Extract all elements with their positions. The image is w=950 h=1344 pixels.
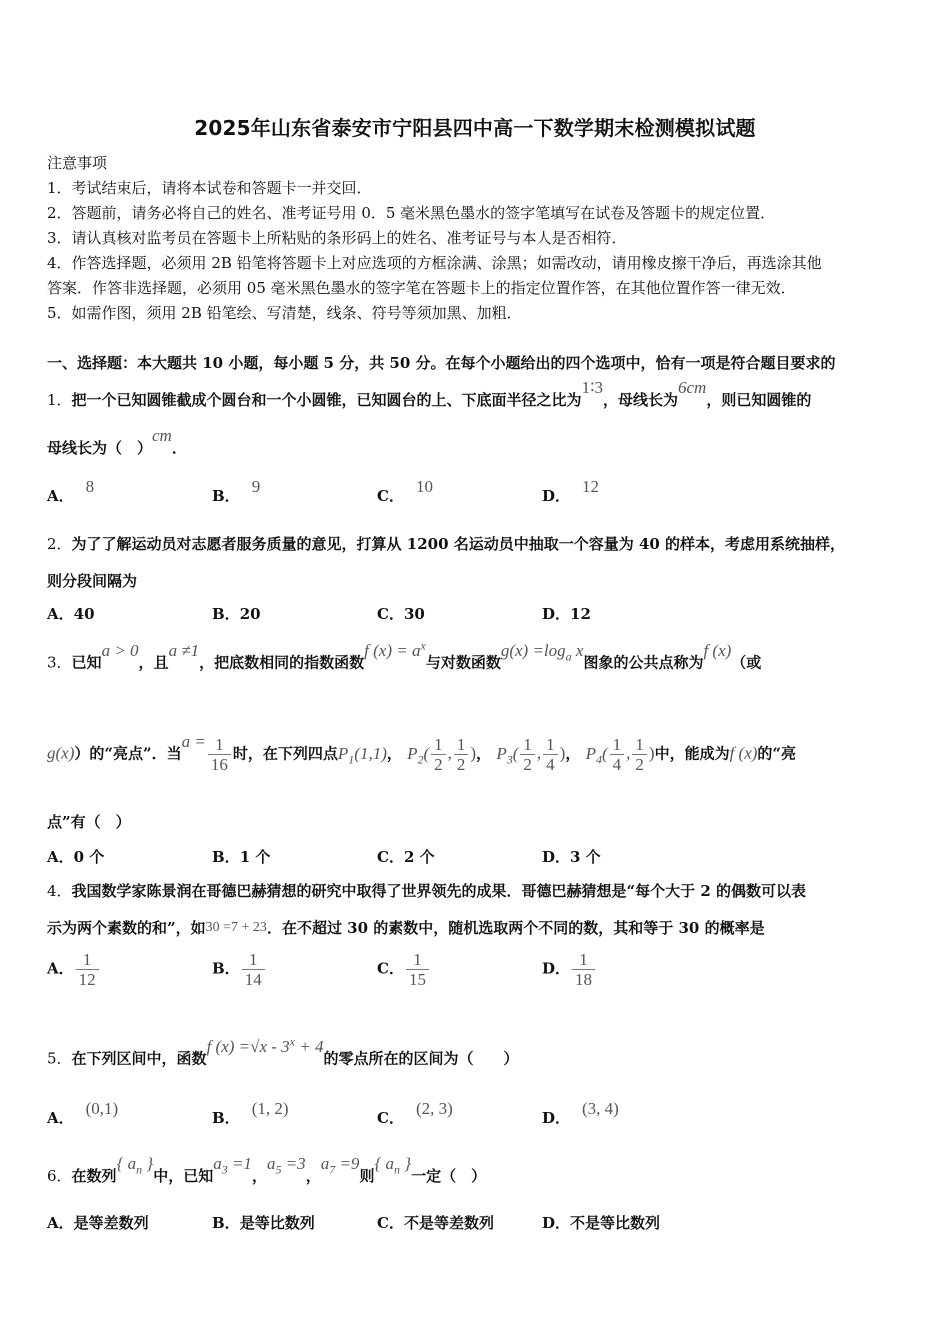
question-2 xyxy=(47,533,845,554)
question-1-cont xyxy=(47,426,187,458)
math-term: $a_5 =3$ xyxy=(266,1154,306,1177)
option-label: B． xyxy=(212,487,240,505)
question-text: ．在不超过 30 的素数中，随机选取两个不同的数，其和等于 30 的概率是 xyxy=(266,919,765,937)
q3-option-d[interactable] xyxy=(542,846,601,867)
point-p3: $P_3$( xyxy=(496,743,519,766)
point-p4: $P_4$( xyxy=(585,743,608,766)
q5-option-a[interactable] xyxy=(47,1099,119,1128)
math-equation: 30 =7 + 23 xyxy=(205,920,267,935)
point-p2: $P_2$( xyxy=(407,743,430,766)
math-fraction: $\frac{1}{2}$ xyxy=(454,735,469,774)
q5-option-c[interactable] xyxy=(377,1099,453,1128)
question-5 xyxy=(47,1034,519,1069)
option-value: 是等比数列 xyxy=(239,1214,315,1232)
question-text: ）的“亮点”．当 xyxy=(74,744,182,763)
option-label: B． xyxy=(212,605,240,623)
option-label: A． xyxy=(47,848,74,866)
separator: ， xyxy=(565,744,581,763)
separator: ， xyxy=(476,744,492,763)
math-term: $a_7 =9$ xyxy=(320,1154,360,1177)
option-label: B． xyxy=(212,1109,240,1127)
question-text: 的零点所在的区间为（ ） xyxy=(323,1049,519,1068)
q6-option-c[interactable] xyxy=(377,1212,494,1233)
question-4-cont xyxy=(47,917,765,938)
notice-item: 1．考试结束后，请将本试卷和答题卡一并交回． xyxy=(47,179,372,197)
math-fraction: $\frac{1}{2}$ xyxy=(632,735,647,774)
option-label: C． xyxy=(377,959,404,978)
math-fraction: $\frac{1}{2}$ xyxy=(431,735,446,774)
question-text: 在下列区间中，函数 xyxy=(71,1049,207,1068)
option-label: D． xyxy=(542,1109,571,1127)
question-text: ． xyxy=(171,439,187,457)
question-text: 中，能成为 xyxy=(654,744,730,763)
notice-item: 3．请认真核对监考员在答题卡上所粘贴的条形码上的姓名、准考证号与本人是否相符． xyxy=(47,229,627,247)
option-value: (0,1) xyxy=(85,1099,119,1118)
option-label: B． xyxy=(212,848,240,866)
option-label: A． xyxy=(47,487,74,505)
option-value: 12 xyxy=(570,605,591,623)
question-text: 中，已知 xyxy=(153,1167,214,1185)
question-text: 母线长为（ ） xyxy=(47,439,153,457)
question-6 xyxy=(47,1154,487,1189)
math-fx: f (x) xyxy=(729,743,758,763)
question-1 xyxy=(47,378,812,410)
option-value: 8 xyxy=(85,477,95,496)
question-3 xyxy=(47,638,762,676)
option-value: 40 xyxy=(73,605,95,623)
math-condition: a > 0 xyxy=(101,640,139,660)
option-value: 3 个 xyxy=(570,848,601,866)
notice-item: 5．如需作图，须用 2B 铅笔绘、写清楚，线条、符号等须加黑、加粗． xyxy=(47,304,522,322)
option-value: 2 个 xyxy=(403,848,435,866)
option-label: C． xyxy=(377,605,404,623)
question-text: 把一个已知圆锥截成个圆台和一个小圆锥，已知圆台的上、下底面半径之比为 xyxy=(71,391,582,409)
q6-option-d[interactable] xyxy=(542,1212,660,1233)
q6-option-b[interactable] xyxy=(212,1212,315,1233)
option-label: B． xyxy=(212,1214,240,1232)
separator: ， xyxy=(305,1167,321,1185)
math-term: $a_3 =1$ xyxy=(213,1154,252,1177)
question-text: 则分段间隔为 xyxy=(47,572,138,590)
question-text: 为了了解运动员对志愿者服务质量的意见，打算从 1200 名运动员中抽取一个容量为 40 的样本，考虑用系统抽样， xyxy=(71,535,846,553)
math-function: f $(x) =√x - 3^x + 4$ xyxy=(206,1034,324,1056)
q6-option-a[interactable] xyxy=(47,1212,149,1233)
q1-option-b[interactable] xyxy=(212,477,261,506)
question-text: ，把底数相同的指数函数 xyxy=(199,653,365,672)
math-ratio: 1∶3 xyxy=(581,378,603,397)
q5-option-b[interactable] xyxy=(212,1099,289,1128)
question-text: 图象的公共点称为 xyxy=(583,653,704,672)
option-value: 不是等比数列 xyxy=(570,1214,661,1232)
question-3-cont: g(x)）的“亮点”．当a = $\frac{1}{16}$ 时，在下列四点$P_1(1,1)$， $P_2$( $\frac{1}{2}$ , $\frac{1}{2}$ )， $P_3$( $\frac{1}{2}$ , $\frac{1}{4}$ )， $P_4$( $\frac{1}{4}$ , $\frac{1}{2}$ )中，能成为f (x)的“亮 xyxy=(47,731,797,774)
option-label: D． xyxy=(542,1214,571,1232)
question-text: ，且 xyxy=(138,653,169,672)
option-value: 9 xyxy=(251,477,261,496)
question-text: 已知 xyxy=(71,653,102,672)
math-fraction: $\frac{1}{2}$ xyxy=(520,735,535,774)
q3-option-c[interactable] xyxy=(377,846,435,867)
math-sequence: { $a_n$ } xyxy=(374,1154,412,1177)
page-title: 2025年山东省泰安市宁阳县四中高一下数学期末检测模拟试题 xyxy=(194,116,756,140)
q2-option-d[interactable] xyxy=(542,603,591,624)
math-fraction: $\frac{1}{16}$ xyxy=(208,735,231,774)
q5-option-d[interactable] xyxy=(542,1099,619,1128)
option-value: 是等差数列 xyxy=(73,1214,149,1232)
notice-item: 答案．作答非选择题，必须用 05 毫米黑色墨水的签字笔在答题卡上的指定位置作答，在其他位置作答一律无效． xyxy=(47,279,796,297)
option-value: (2, 3) xyxy=(415,1099,453,1118)
question-number: 6． xyxy=(47,1167,72,1185)
q4-option-d[interactable] xyxy=(542,950,597,989)
option-value: 0 个 xyxy=(73,848,105,866)
question-number: 2． xyxy=(47,535,72,553)
option-label: C． xyxy=(377,1109,404,1127)
question-text: 一定（ ） xyxy=(411,1167,487,1185)
q1-option-d[interactable] xyxy=(542,477,600,506)
math-sequence: { $a_n$ } xyxy=(116,1154,154,1177)
option-value: 20 xyxy=(239,605,261,623)
option-value: 10 xyxy=(415,477,433,496)
math-fraction: $\frac{1}{4}$ xyxy=(543,735,558,774)
notice-item: 4．作答选择题，必须用 2B 铅笔将答题卡上对应选项的方框涂满、涂黑；如需改动，请用橡皮擦干净后，再选涂其他 xyxy=(47,254,822,272)
math-fraction: $\frac{1}{4}$ xyxy=(610,735,625,774)
notice-item: 2．答题前，请务必将自己的姓名、准考证号用 0．5 毫米黑色墨水的签字笔填写在试卷及答题卡的规定位置． xyxy=(47,204,776,222)
question-text: （或 xyxy=(731,653,762,672)
option-label: A． xyxy=(47,959,74,978)
math-a-eq: a = xyxy=(181,731,206,751)
question-number: 3． xyxy=(47,653,72,672)
option-value: 30 xyxy=(403,605,425,623)
q1-option-a[interactable] xyxy=(47,477,95,506)
option-value: 1 个 xyxy=(239,848,271,866)
question-number: 1． xyxy=(47,391,72,409)
point-p1: $P_1(1,1)$ xyxy=(337,743,387,766)
question-text: 点”有（ ） xyxy=(47,813,131,831)
q2-option-c[interactable] xyxy=(377,603,425,624)
math-condition: a ≠1 xyxy=(168,640,200,660)
question-number: 4． xyxy=(47,882,72,900)
question-text: 时，在下列四点 xyxy=(232,744,338,763)
question-text: 则 xyxy=(359,1167,375,1185)
option-value: (3, 4) xyxy=(582,1099,619,1118)
option-fraction: $\frac{1}{14}$ xyxy=(242,950,265,989)
question-2-cont xyxy=(47,570,137,591)
option-label: A． xyxy=(47,1214,74,1232)
option-value: 12 xyxy=(582,477,600,496)
option-label: C． xyxy=(377,848,404,866)
option-label: D． xyxy=(542,605,571,623)
question-text: 的“亮 xyxy=(757,744,797,763)
question-text: 与对数函数 xyxy=(425,653,501,672)
math-length: 6cm xyxy=(678,378,707,397)
question-text: ，则已知圆锥的 xyxy=(706,391,812,409)
separator: ， xyxy=(251,1167,267,1185)
option-label: B． xyxy=(212,959,240,978)
question-4 xyxy=(47,880,806,901)
q3-option-a[interactable] xyxy=(47,846,104,867)
option-label: D． xyxy=(542,959,571,978)
option-label: A． xyxy=(47,605,74,623)
option-label: D． xyxy=(542,848,571,866)
option-value: (1, 2) xyxy=(251,1099,289,1118)
option-fraction: $\frac{1}{18}$ xyxy=(572,950,595,989)
question-text: 示为两个素数的和”，如 xyxy=(47,919,206,937)
notice-heading: 注意事项 xyxy=(47,154,108,172)
option-label: C． xyxy=(377,1214,404,1232)
q1-option-c[interactable] xyxy=(377,477,433,506)
q4-option-a[interactable] xyxy=(47,950,101,989)
separator: ， xyxy=(386,744,402,763)
question-text: 在数列 xyxy=(71,1167,117,1185)
math-unit: cm xyxy=(152,426,172,445)
option-label: C． xyxy=(377,487,404,505)
question-text: ，母线长为 xyxy=(603,391,679,409)
question-text: 我国数学家陈景润在哥德巴赫猜想的研究中取得了世界领先的成果．哥德巴赫猜想是“每个大于 2 的偶数可以表 xyxy=(71,882,807,900)
question-number: 5． xyxy=(47,1049,72,1068)
q2-option-b[interactable] xyxy=(212,603,261,624)
math-exp-function: f $(x) = a^x$ xyxy=(364,638,426,660)
option-fraction: $\frac{1}{12}$ xyxy=(76,950,99,989)
q2-option-a[interactable] xyxy=(47,603,95,624)
section-heading: 一、选择题：本大题共 10 小题，每小题 5 分，共 50 分。在每个小题给出的四个选项中，恰有一项是符合题目要求的 xyxy=(47,354,836,372)
option-value: 不是等差数列 xyxy=(403,1214,494,1232)
q3-option-b[interactable] xyxy=(212,846,270,867)
question-3-end xyxy=(47,811,131,832)
math-fx: f (x) xyxy=(703,640,732,660)
q4-option-b[interactable] xyxy=(212,950,267,989)
option-fraction: $\frac{1}{15}$ xyxy=(406,950,429,989)
option-label: A． xyxy=(47,1109,74,1127)
math-log-function: $g(x) =\log_a$ x xyxy=(500,640,584,664)
math-gx: g(x) xyxy=(47,743,75,763)
q4-option-c[interactable] xyxy=(377,950,431,989)
option-label: D． xyxy=(542,487,571,505)
